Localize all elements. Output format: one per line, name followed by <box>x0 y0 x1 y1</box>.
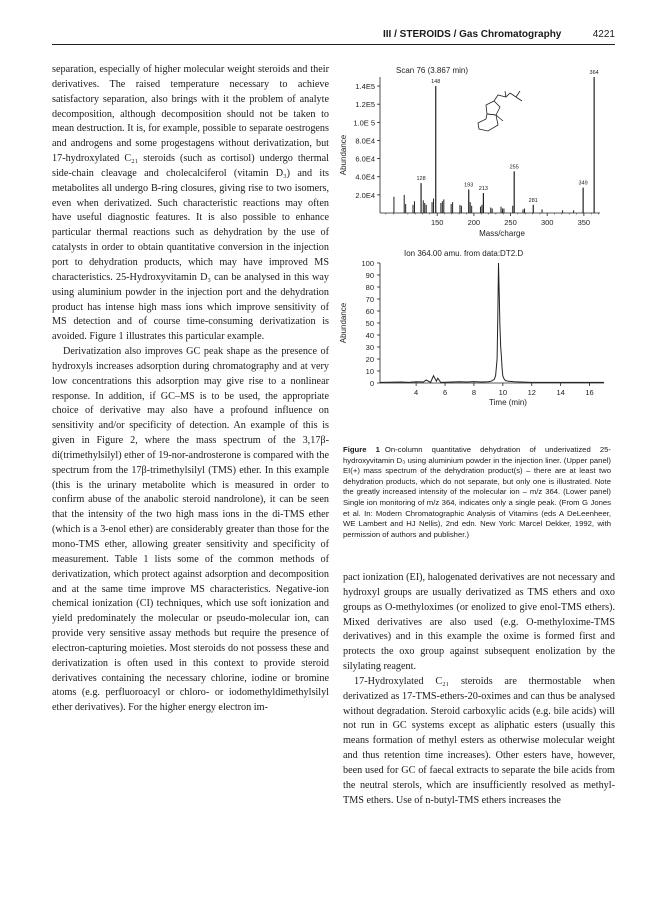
peak-label: 364 <box>589 70 599 76</box>
figure-1 <box>336 63 632 438</box>
y-tick-label: 100 <box>361 259 374 268</box>
y-tick-label: 2.0E4 <box>355 190 375 200</box>
y-tick-label: 40 <box>365 331 374 340</box>
x-axis-label: Time (min) <box>489 398 527 407</box>
chart-title: Ion 364.00 amu. from data:DT2.D <box>404 249 524 258</box>
y-tick-label: 1.4E5 <box>355 82 375 92</box>
y-axis-label: Abundance <box>339 134 348 176</box>
y-tick-label: 1.2E5 <box>355 100 375 110</box>
x-tick-label: 6 <box>442 388 448 397</box>
x-tick-label: 12 <box>527 388 536 397</box>
x-tick-label: 14 <box>556 388 565 397</box>
peak-label: 349 <box>578 180 588 187</box>
y-tick-label: 80 <box>365 283 374 292</box>
right-column <box>343 571 615 809</box>
peak-label: 281 <box>528 197 538 204</box>
left-column <box>52 63 329 716</box>
header-rule <box>52 44 615 45</box>
y-tick-label: 4.0E4 <box>355 172 375 182</box>
x-tick-label: 200 <box>467 218 481 227</box>
y-tick-label: 8.0E4 <box>355 136 375 146</box>
caption-text: On-column quantitative dehydration of underivatized 25-hydroxyvitamin D₃ using aluminium powder in the injection liner. (Upper panel) EI(+) mass spectrum of the dehydration product(s) – there are at least two dehydration products, which do not separate, but only one is illustrated. Note the greatly increased intensity of the molecular ion – m/z 364. (Lower panel) Single ion monitoring of m/z 364, indicates only a single peak. (From G Jones et al. In: Modern Chromatographic Analysis of Vitamins (eds A DeLeenheer, WE Lambert and HJ Nellis), 2nd edn. New York: Marcel Dekker, 1992, with permission of authors and publisher.) <box>343 445 611 539</box>
y-tick-label: 6.0E4 <box>355 154 375 164</box>
peak-label: 128 <box>416 176 426 183</box>
y-tick-label: 20 <box>365 355 374 364</box>
x-tick-label: 8 <box>471 388 477 397</box>
paragraph: pact ionization (EI), halogenated derivatives are not necessary and hydroxyl groups are usually derivatized as TMS ethers and oxo groups as O-methyloximes (or enolized to give enol-TMS ethers). Mixed derivatives are also used (e.g. O-methyloxime-TMS derivatives) and in this example the oxime is formed first and protects the oxo group against subsequent enolization by the silylating reagent. <box>343 572 615 673</box>
y-tick-label: 0 <box>369 379 374 388</box>
y-tick-label: 1.0E 5 <box>353 118 375 128</box>
peak-label: 213 <box>478 186 488 193</box>
x-tick-label: 10 <box>498 388 508 397</box>
y-tick-label: 90 <box>365 271 374 280</box>
x-tick-label: 350 <box>577 218 591 227</box>
y-tick-label: 60 <box>365 307 374 316</box>
figure-caption <box>343 445 611 540</box>
peak-label: 193 <box>464 182 474 189</box>
x-axis-label: Mass/charge <box>479 229 525 238</box>
y-axis-label: Abundance <box>339 302 348 344</box>
y-tick-label: 50 <box>365 319 374 328</box>
chart-title: Scan 76 (3.867 min) <box>396 66 469 75</box>
peak-label: 148 <box>431 79 441 86</box>
x-tick-label: 150 <box>430 218 444 227</box>
ion-chromatogram-panel <box>339 249 604 407</box>
header-title: III / STEROIDS / Gas Chromatography <box>383 29 562 40</box>
x-tick-label: 250 <box>504 218 517 227</box>
x-tick-label: 4 <box>414 388 419 397</box>
page-number: 4221 <box>592 29 615 40</box>
figure-label: Figure 1 <box>343 445 380 454</box>
x-tick-label: 16 <box>585 388 594 397</box>
y-tick-label: 30 <box>365 343 374 352</box>
paragraph: Derivatization also improves GC peak shape as the presence of hydroxyls increases adsorption during chromatography and at very low concentrations this adsorption may give rise to a nonlinear response. In addition, if GC–MS is to be used, the appropriate choice of derivative may also have a profound influence on sensitivity and/or specificity of detection. An example of this is given in Figure 2, where the mass spectrum of the 3,17β-di(trimethylsilyl) ether of 19-nor-androsterone is compared with the spectrum from the 17β-trimethylsilyl (TMS) ether. In this example (this is the urinary metabolite which is measured in order to confirm abuse of the anabolic steroid nandrolone), it can be seen that the intensity of the two high mass ions in the di-TMS ether (which is a 3-enol ether) are considerably greater than those for the mono-TMS ether, allowing greater sensitivity and specificity of measurement. Table 1 lists some of the common methods of derivatization, which protect against adsorption and decomposition and at the same time improve MS characteristics. Negative-ion chemical ionization (CI) techniques, which use soft ionization and yield predominately the molecular or pseudo-molecular ion, can provide very sensitive assay methods but require the presence of electron-capturing moieties. Most steroids do not possess these and derivatization is often used in this context to provide steroid derivatives containing the necessary chlorine, iodine or bromine atoms (e.g. perfluoroacyl or chloro- or iodomethyldimethylsilyl ether derivatives). For the higher energy electron im- <box>52 346 329 714</box>
ion-trace <box>380 263 604 382</box>
structure-diagram <box>478 91 522 131</box>
paragraph: separation, especially of higher molecular weight steroids and their derivatives. The raised temperature necessary to achieve satisfactory separation, also brings with it the problem of analyte decomposition, although decomposition should not be taken to mean destruction. It is, for example, possible to separate oestrogens and androgens and some progestagens without derivatization, but 17-hydroxylated C₂₁ steroids (such as cortisol) undergo thermal side-chain cleavage and cholecalciferol (vitamin D₃) and its metabolites all undergo B-ring closures, giving rise to two isomers, even when derivatized. Such characteristic reactions may often have useful diagnostic features. It is also possible to enhance particular thermal reactions such as dehydration by the use of catalysts in order to obtain quantitative conversion in the injection port to dehydration products, which may have improved MS characteristics. 25-Hydroxyvitamin D₃ can be analysed in this way using aluminium powder in the injection port and the dehydration product has intense high mass ions which improve sensitivity of MS detection and of course time-consuming derivatization is avoided. Figure 1 illustrates this particular example. <box>52 64 329 343</box>
mass-spectrum-panel <box>339 66 600 238</box>
paragraph: 17-Hydroxylated C₂₁ steroids are thermostable when derivatized as 17-TMS-ethers-20-oximes and can thus be analysed without degradation. Steroid carboxylic acids (e.g. bile acids) will not run in GC systems except as aliphatic esters (usually this means formation of methyl esters as otherwise molecular weight and thus retention time increases). Other esters have, however, been used for GC of faecal extracts to separate the bile acids from the neutral sterols, which are insufficiently resolved as methyl-TMS ethers. Use of n-butyl-TMS ethers increases the <box>343 675 615 806</box>
peak-label: 255 <box>509 164 519 171</box>
x-tick-label: 300 <box>540 218 554 227</box>
y-tick-label: 70 <box>365 295 374 304</box>
y-tick-label: 10 <box>365 367 374 376</box>
